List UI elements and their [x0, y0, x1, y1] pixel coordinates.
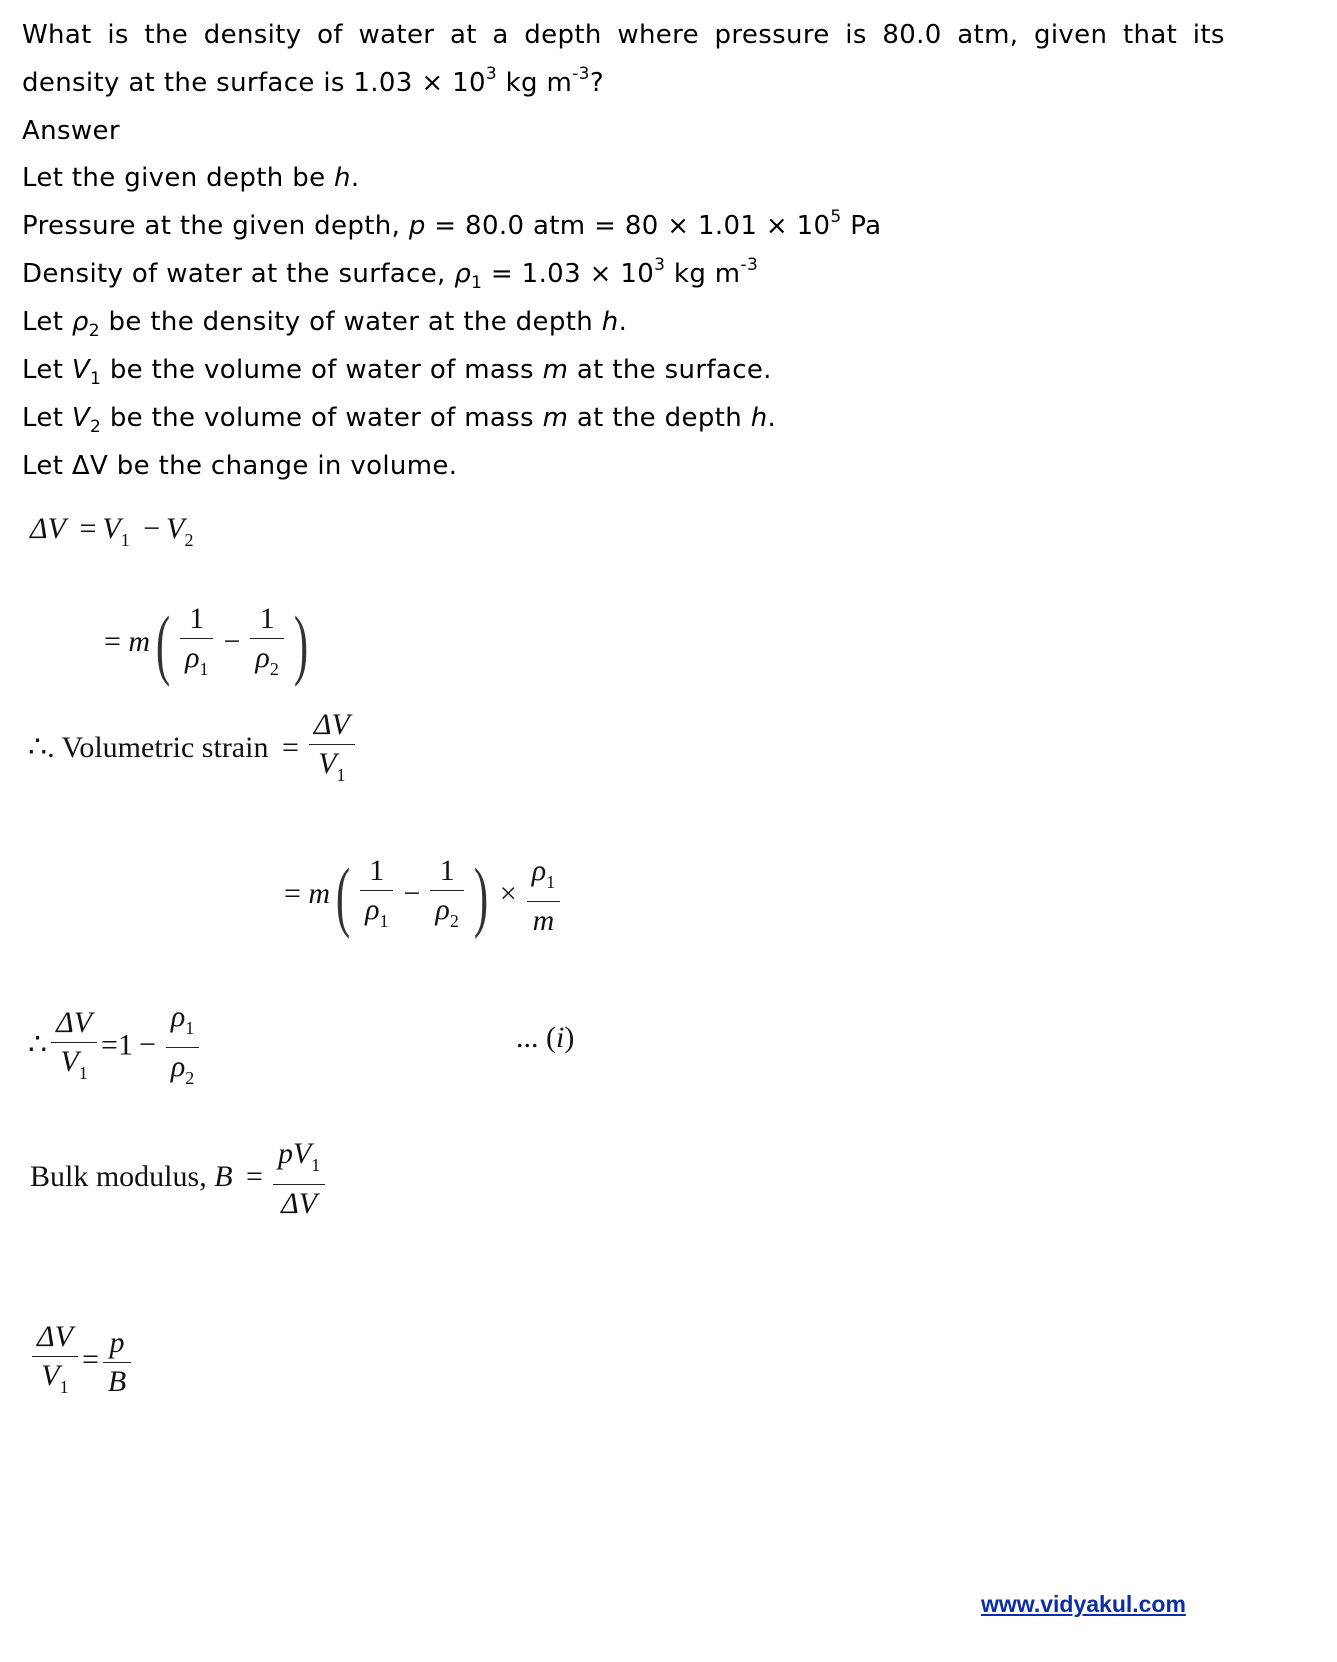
- step-1: [22, 161, 360, 195]
- numerator: ΔV: [313, 708, 350, 741]
- denominator: [55, 1043, 92, 1092]
- fraction: [430, 852, 463, 940]
- step-text: = 1.03 × 10: [482, 259, 655, 289]
- variable: h: [750, 403, 768, 433]
- denominator: [180, 639, 213, 688]
- denominator: [166, 1048, 199, 1097]
- numerator: ΔV: [37, 1320, 73, 1353]
- denominator: ΔV: [281, 1187, 318, 1220]
- subscript: 2: [185, 1068, 195, 1088]
- step-2: [22, 209, 881, 243]
- var-rho: ρ: [435, 893, 450, 926]
- subscript: 1: [78, 1062, 88, 1083]
- step-text: Density of water at the surface,: [22, 259, 455, 289]
- numerator: 1: [189, 602, 205, 635]
- equals-sign: =: [79, 512, 97, 545]
- minus-sign: −: [403, 876, 421, 910]
- var-v: V: [41, 1359, 60, 1392]
- subscript: 1: [185, 1018, 195, 1038]
- minus-sign: −: [138, 1028, 156, 1062]
- step-text: be the density of water at the depth: [99, 307, 602, 337]
- question-line-2: [22, 66, 604, 100]
- step-text: Let: [22, 355, 72, 385]
- equation-strain-p-b: [28, 1318, 135, 1406]
- var-rho: ρ: [255, 641, 270, 674]
- variable: ρ: [454, 259, 472, 289]
- tag-label: i: [556, 1021, 565, 1054]
- variable: m: [542, 355, 569, 385]
- var-b: B: [214, 1159, 233, 1193]
- numerator: [527, 852, 560, 901]
- step-7: [22, 449, 457, 483]
- step-text: kg m: [665, 259, 741, 289]
- equation-bulk-modulus: [30, 1135, 329, 1223]
- denominator: B: [107, 1364, 127, 1398]
- fraction: [273, 1135, 325, 1223]
- var-m: m: [128, 624, 151, 658]
- variable: h: [601, 307, 619, 337]
- answer-heading: Answer: [22, 116, 120, 146]
- denominator: [36, 1357, 73, 1406]
- question-text: What is the density of water at a depth where pressure is 80.0 atm, given that its: [22, 20, 1225, 50]
- denominator: [360, 891, 393, 940]
- equals-sign: =: [281, 730, 299, 764]
- question-text-2: density at the surface is 1.03 × 10: [22, 68, 486, 98]
- var-m: m: [308, 876, 331, 910]
- step-text: Let: [22, 307, 72, 337]
- vidyakul-link[interactable]: www.vidyakul.com: [981, 1591, 1186, 1617]
- step-text: .: [618, 307, 628, 337]
- bulk-modulus-label: Bulk modulus,: [30, 1159, 215, 1193]
- numerator: 1: [369, 854, 385, 887]
- question-mark: ?: [589, 68, 605, 98]
- step-5: [22, 353, 772, 390]
- tag-close: ): [564, 1021, 575, 1054]
- step-text: Let the given depth be: [22, 163, 335, 193]
- fraction: [250, 600, 283, 688]
- subscript: 1: [59, 1377, 69, 1397]
- variable: V: [71, 403, 91, 433]
- fraction: [309, 706, 355, 794]
- subscript: 2: [184, 530, 194, 550]
- var-pv: pV: [277, 1137, 312, 1170]
- denominator: [250, 639, 283, 688]
- step-text: be the volume of water of mass: [101, 403, 543, 433]
- var-v: V: [60, 1044, 79, 1078]
- exponent: 5: [830, 207, 842, 228]
- variable: h: [334, 163, 351, 193]
- denominator: [430, 891, 463, 940]
- numerator: [166, 998, 199, 1047]
- step-text: at the depth: [568, 403, 751, 433]
- exponent: 3: [654, 255, 666, 276]
- fraction: [51, 1004, 97, 1092]
- exponent: -3: [572, 64, 590, 85]
- volumetric-strain-label: ∴. Volumetric strain: [28, 730, 269, 764]
- exponent: 3: [485, 64, 498, 85]
- subscript: 1: [90, 369, 102, 390]
- fraction: [180, 600, 213, 688]
- minus-sign: −: [223, 624, 241, 658]
- equation-delta-v: [30, 512, 193, 551]
- minus-sign: −: [143, 512, 161, 545]
- numerator: [273, 1135, 325, 1184]
- step-text: Pa: [841, 211, 882, 241]
- var-rho: ρ: [170, 1000, 186, 1033]
- var-v: V: [318, 747, 337, 780]
- variable: p: [408, 211, 426, 241]
- subscript: 1: [546, 872, 556, 892]
- tag-open: ... (: [516, 1021, 556, 1054]
- question-line-1: [22, 18, 1225, 52]
- var-v: V: [166, 512, 185, 545]
- step-4: [22, 305, 628, 342]
- step-6: [22, 401, 777, 438]
- var-v: V: [102, 512, 121, 545]
- numerator: 1: [259, 602, 275, 635]
- unit-text: kg m: [497, 68, 573, 98]
- equation-i: [28, 998, 203, 1097]
- equals-sign: =: [284, 876, 301, 910]
- subscript: 1: [311, 1155, 321, 1175]
- var-rho: ρ: [185, 641, 200, 674]
- subscript: 1: [471, 273, 483, 294]
- fraction: [360, 852, 393, 940]
- subscript: 1: [199, 659, 209, 679]
- step-text: Pressure at the given depth,: [22, 211, 409, 241]
- step-3: [22, 255, 759, 294]
- subscript: 2: [90, 417, 102, 438]
- times-sign: ×: [499, 876, 517, 910]
- equals-sign: =: [104, 624, 121, 658]
- equation-volumetric-strain: [28, 706, 359, 794]
- variable: V: [71, 355, 91, 385]
- step-text: Let: [22, 403, 72, 433]
- var-rho: ρ: [531, 854, 547, 887]
- number-one: 1: [117, 1028, 133, 1062]
- numerator: ΔV: [56, 1005, 93, 1039]
- var-rho: ρ: [365, 893, 380, 926]
- subscript: 2: [449, 911, 459, 931]
- equation-m-rho: = m( $\frac{1}{\rho_1}$ − $\frac{1}{\rho_2}$ ): [104, 600, 308, 687]
- variable: ρ: [71, 307, 89, 337]
- denominator: [313, 745, 350, 794]
- delta-v: ΔV: [30, 512, 66, 545]
- step-text: be the volume of water of mass: [101, 355, 543, 385]
- therefore-sign: ∴: [28, 1028, 48, 1062]
- step-text: at the surface.: [568, 355, 772, 385]
- denominator: m: [532, 904, 555, 937]
- equals-sign: =: [246, 1159, 263, 1193]
- step-text: = 80.0 atm = 80 × 1.01 × 10: [425, 211, 831, 241]
- equation-strain-expanded: = m( $\frac{1}{\rho_1}$ − $\frac{1}{\rho_2}$ ) × $\frac{\rho_1}{m}$: [284, 852, 564, 940]
- subscript: 1: [379, 911, 389, 931]
- numerator: p: [109, 1325, 125, 1359]
- answer-label: [22, 114, 120, 148]
- var-rho: ρ: [170, 1050, 186, 1083]
- subscript: 1: [120, 530, 130, 550]
- subscript: 1: [336, 765, 346, 785]
- fraction: [32, 1318, 78, 1406]
- exponent: -3: [740, 255, 759, 276]
- variable: m: [542, 403, 569, 433]
- fraction: [103, 1324, 131, 1401]
- subscript: 2: [88, 321, 100, 342]
- numerator: 1: [439, 854, 455, 887]
- step-text: .: [767, 403, 777, 433]
- equation-tag: [516, 1021, 574, 1055]
- fraction: [527, 852, 560, 940]
- step-text: Let ΔV be the change in volume.: [22, 451, 458, 481]
- step-text: .: [350, 163, 360, 193]
- fraction: [166, 998, 199, 1097]
- equals-sign: =: [101, 1028, 118, 1062]
- subscript: 2: [269, 659, 279, 679]
- equals-sign: =: [81, 1342, 99, 1376]
